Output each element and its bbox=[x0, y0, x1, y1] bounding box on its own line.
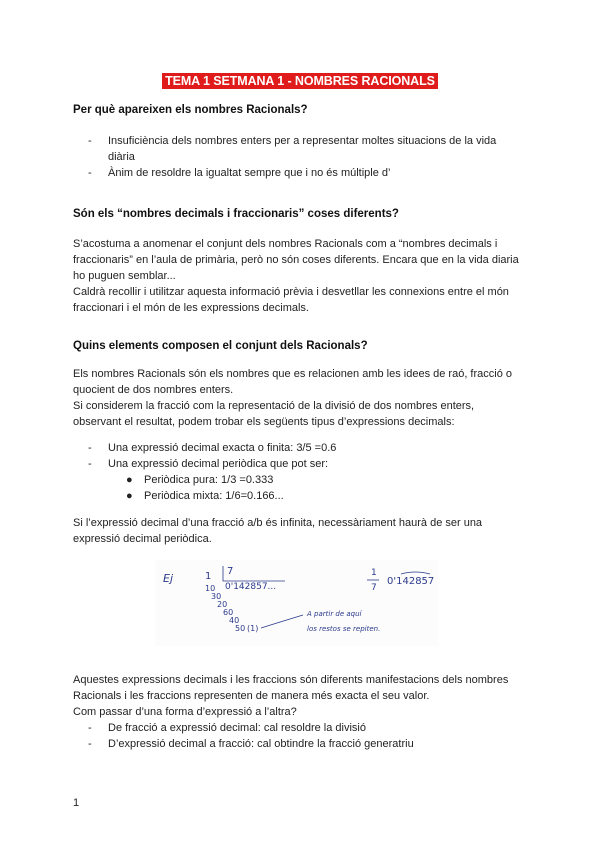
section3-line-4: observant el resultat, podem trobar els següents tipus d’expressions decimals: bbox=[73, 416, 455, 428]
hw-fraction-den: 7 bbox=[371, 583, 377, 593]
dash-marker: - bbox=[88, 738, 92, 750]
dash-marker: - bbox=[88, 135, 92, 147]
section4-line-2: Racionals i les fraccions representen de manera més exacta el seu valor. bbox=[73, 690, 430, 702]
section2-line-4: Caldrà recollir i utilitzar aquesta informació prèvia i desvetllar les connexions entre el món bbox=[73, 286, 509, 298]
hw-label: Ej bbox=[163, 572, 174, 585]
section3-line-3: Si considerem la fracció com la representació de la divisió de dos nombres enters, bbox=[73, 400, 475, 412]
section2-line-1: S’acostuma a anomenar el conjunt dels nombres Racionals com a “nombres decimals i bbox=[73, 238, 498, 250]
dash-marker: - bbox=[88, 167, 92, 179]
bullet-item-2-text: Periòdica mixta: 1/6=0.166... bbox=[144, 490, 284, 502]
hw-quotient: 0'142857... bbox=[225, 582, 277, 592]
hw-rest-4: 60 bbox=[223, 608, 234, 617]
section1-item-1-line2: diària bbox=[108, 151, 135, 163]
title-container bbox=[0, 72, 600, 90]
hw-rest-5: 40 bbox=[229, 616, 240, 625]
section4-line-3: Com passar d’una forma d’expressió a l’altra? bbox=[73, 706, 297, 718]
section1-item-1-line1: Insuficiència dels nombres enters per a representar moltes situacions de la vida bbox=[108, 135, 497, 147]
hw-rest-circled: (1) bbox=[247, 624, 259, 633]
dash-marker: - bbox=[88, 458, 92, 470]
section1-item-2-text: Ànim de resoldre la igualtat sempre que i no és múltiple d’ bbox=[108, 167, 391, 179]
section3-item-2-text: Una expressió decimal periòdica que pot ser: bbox=[108, 458, 329, 470]
section4-item-2-text: D’expressió decimal a fracció: cal obtindre la fracció generatriu bbox=[108, 738, 414, 750]
hw-dividend: 1 bbox=[205, 571, 212, 582]
section3-line-1: Els nombres Racionals són els nombres que es relacionen amb les idees de raó, fracció o bbox=[73, 368, 513, 380]
hw-arrow bbox=[261, 615, 303, 628]
section2-line-5: fraccionari i el món de les expressions decimals. bbox=[73, 302, 309, 314]
bullet-item-1-text: Periòdica pura: 1/3 =0.333 bbox=[144, 474, 274, 486]
section1-heading: Per què apareixen els nombres Racionals? bbox=[73, 104, 308, 116]
handwriting-svg bbox=[155, 560, 438, 646]
section3-after-2: expressió decimal periòdica. bbox=[73, 533, 212, 545]
hw-note-1: A partir de aquí bbox=[307, 610, 362, 618]
section3-line-2: quocient de dos nombres enters. bbox=[73, 384, 234, 396]
page-number: 1 bbox=[73, 797, 80, 809]
section2-heading: Són els “nombres decimals i fraccionaris” coses diferents? bbox=[73, 208, 399, 220]
page-title: TEMA 1 SETMANA 1 - NOMBRES RACIONALS bbox=[162, 73, 438, 89]
hw-rest-3: 20 bbox=[217, 600, 228, 609]
hw-fraction-num: 1 bbox=[371, 568, 377, 578]
section2-line-3: ho puguen semblar... bbox=[73, 270, 176, 282]
section4-item-1-text: De fracció a expressió decimal: cal resoldre la divisió bbox=[108, 722, 366, 734]
dash-marker: - bbox=[88, 722, 92, 734]
section4-line-1: Aquestes expressions decimals i les fraccions són diferents manifestacions dels nombres bbox=[73, 674, 509, 686]
hw-result: 0'142857 bbox=[387, 576, 435, 587]
bullet-dot: ● bbox=[126, 490, 133, 502]
hw-divisor: 7 bbox=[227, 566, 234, 577]
section3-heading: Quins elements composen el conjunt dels Racionals? bbox=[73, 340, 368, 352]
section2-line-2: fraccionaris” en l’aula de primària, però no són coses diferents. Encara que en la vida diaria bbox=[73, 254, 519, 266]
hw-period-arc bbox=[401, 572, 430, 574]
section3-after-1: Si l’expressió decimal d’una fracció a/b és infinita, necessàriament haurà de ser una bbox=[73, 517, 483, 529]
hw-note-2: los restos se repiten. bbox=[307, 625, 381, 633]
bullet-dot: ● bbox=[126, 474, 133, 486]
hw-rest-1: 10 bbox=[205, 584, 216, 593]
hw-rest-2: 30 bbox=[211, 592, 222, 601]
section3-item-1-text: Una expressió decimal exacta o finita: 3/5 =0.6 bbox=[108, 442, 337, 454]
dash-marker: - bbox=[88, 442, 92, 454]
hw-rest-6: 50 bbox=[235, 624, 246, 633]
handwritten-division-image bbox=[155, 560, 438, 646]
